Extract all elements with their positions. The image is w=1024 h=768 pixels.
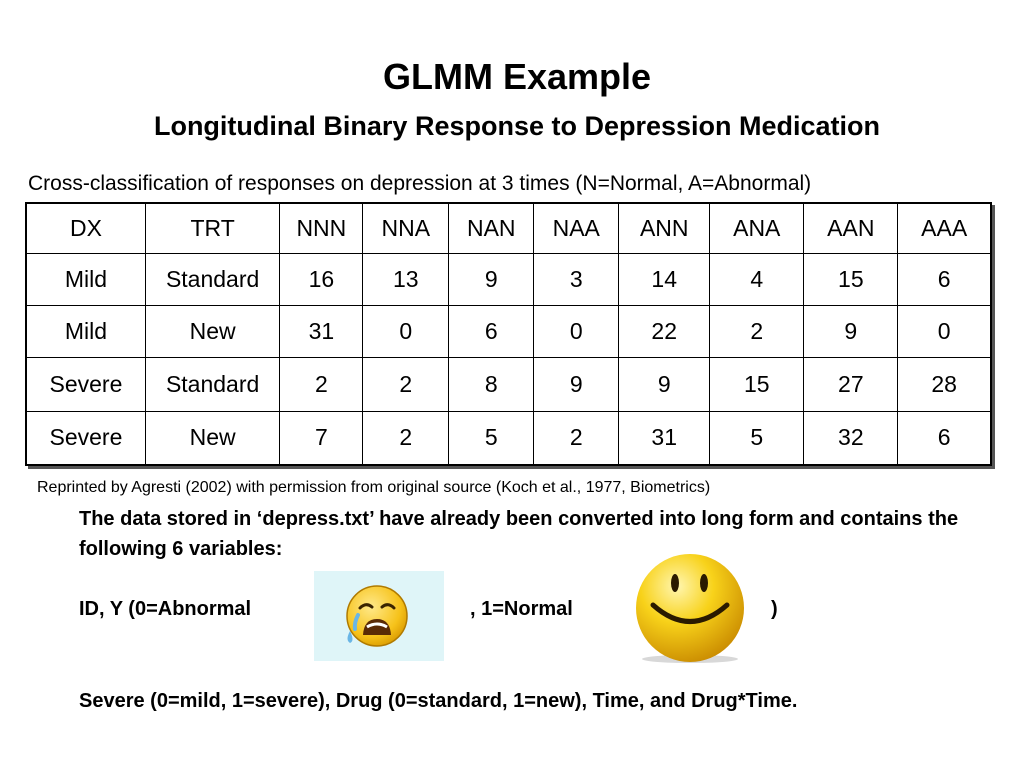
column-header: DX (26, 203, 145, 253)
reprint-note: Reprinted by Agresti (2002) with permission from original source (Koch et al., 1977, Biometrics) (37, 479, 711, 496)
table-cell: 14 (619, 253, 710, 305)
table-cell: 2 (710, 305, 804, 357)
table-row (26, 411, 991, 465)
column-header: ANA (710, 203, 804, 253)
variable-closing-paren: ) (771, 598, 778, 620)
column-header: NAA (534, 203, 619, 253)
table-row (26, 253, 991, 305)
table-cell: 3 (534, 253, 619, 305)
table-cell: 6 (898, 411, 991, 465)
table-cell: 6 (898, 253, 991, 305)
table-cell: 32 (804, 411, 898, 465)
crying-face-image (314, 571, 444, 661)
table-cell: Mild (26, 305, 145, 357)
table-cell: 4 (710, 253, 804, 305)
table-cell: 31 (280, 305, 363, 357)
table-cell: 28 (898, 357, 991, 411)
table-cell: 13 (363, 253, 449, 305)
table-cell: New (145, 305, 280, 357)
table-cell: Standard (145, 253, 280, 305)
table-cell: 9 (534, 357, 619, 411)
column-header: NAN (449, 203, 534, 253)
table-cell: 2 (534, 411, 619, 465)
table-caption: Cross-classification of responses on depression at 3 times (N=Normal, A=Abnormal) (28, 172, 812, 195)
slide-title: GLMM Example (382, 56, 652, 97)
table-cell: 16 (280, 253, 363, 305)
table-cell: Mild (26, 253, 145, 305)
table-cell: New (145, 411, 280, 465)
table-cell: 6 (449, 305, 534, 357)
table-cell: 5 (710, 411, 804, 465)
table-cell: Severe (26, 411, 145, 465)
smiley-face-image (627, 552, 752, 664)
table-cell: 5 (449, 411, 534, 465)
column-header: ANN (619, 203, 710, 253)
variables-tail-text: Severe (0=mild, 1=severe), Drug (0=standard, 1=new), Time, and Drug*Time. (79, 690, 798, 712)
table-cell: 0 (534, 305, 619, 357)
table-header-row (26, 203, 991, 253)
table-cell: 2 (280, 357, 363, 411)
table-cell: Standard (145, 357, 280, 411)
table-cell: 0 (363, 305, 449, 357)
table-cell: 2 (363, 357, 449, 411)
table-cell: 22 (619, 305, 710, 357)
smiley-face-icon (627, 552, 752, 664)
column-header: NNA (363, 203, 449, 253)
variable-y-normal-text: , 1=Normal (470, 598, 573, 620)
column-header: AAA (898, 203, 991, 253)
table-cell: 15 (710, 357, 804, 411)
column-header: NNN (280, 203, 363, 253)
table-cell: 2 (363, 411, 449, 465)
table-cell: 9 (804, 305, 898, 357)
table-cell: 15 (804, 253, 898, 305)
table-row (26, 305, 991, 357)
crying-face-icon (314, 571, 444, 661)
column-header: AAN (804, 203, 898, 253)
variable-y-abnormal-text: ID, Y (0=Abnormal (79, 598, 252, 620)
table-cell: 9 (619, 357, 710, 411)
cross-classification-table (25, 202, 992, 466)
table-cell: 9 (449, 253, 534, 305)
table-row (26, 357, 991, 411)
table-cell: Severe (26, 357, 145, 411)
table-cell: 7 (280, 411, 363, 465)
table-cell: 0 (898, 305, 991, 357)
column-header: TRT (145, 203, 280, 253)
description-text: The data stored in ‘depress.txt’ have already been converted into long form and contains the following 6 variables: (79, 508, 959, 560)
table-cell: 8 (449, 357, 534, 411)
slide-subtitle: Longitudinal Binary Response to Depression Medication (153, 111, 881, 141)
table-cell: 27 (804, 357, 898, 411)
table-cell: 31 (619, 411, 710, 465)
